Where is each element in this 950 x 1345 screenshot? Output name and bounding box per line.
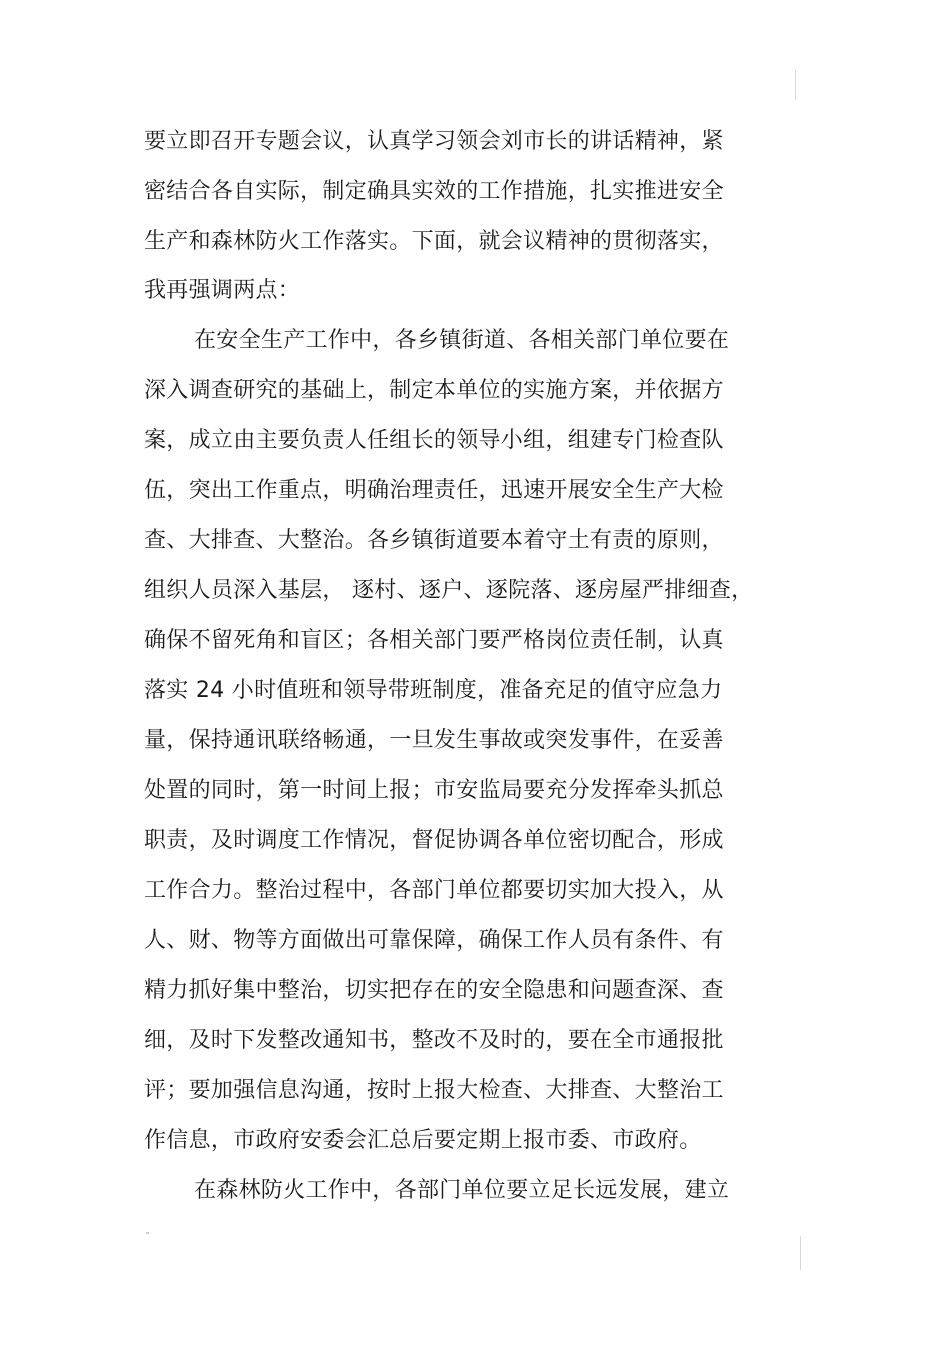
text-line-5: 在安全生产工作中，各乡镇街道、各相关部门单位要在 — [194, 328, 730, 353]
text-line-2: 密结合各自实际，制定确具实效的工作措施，扎实推进安全 — [144, 179, 724, 204]
text-line-13: 量，保持通讯联络畅通，一旦发生事故或突发事件，在妥善 — [144, 728, 724, 753]
text-line-16: 工作合力。整治过程中，各部门单位都要切实加大投入，从 — [144, 878, 724, 903]
text-line-14: 处置的同时，第一时间上报；市安监局要充分发挥牵头抓总 — [144, 778, 724, 803]
text-line-10: 组织人员深入基层， 逐村、逐户、逐院落、逐房屋严排细查， — [144, 578, 754, 603]
text-line-3: 生产和森林防火工作落实。下面，就会议精神的贯彻落实， — [144, 229, 724, 254]
text-line-7: 案，成立由主要负责人任组长的领导小组，组建专门检查队 — [144, 428, 724, 453]
text-line-9: 查、大排查、大整治。各乡镇街道要本着守土有责的原则， — [144, 528, 724, 553]
text-line-4: 我再强调两点： — [144, 278, 301, 303]
page-edge-mark-top — [795, 70, 796, 100]
text-line-19: 细，及时下发整改通知书，整改不及时的，要在全市通报批 — [144, 1028, 724, 1053]
text-line-18: 精力抓好集中整治，切实把存在的安全隐患和问题查深、查 — [144, 978, 724, 1003]
text-line-22: 在森林防火工作中，各部门单位要立足长远发展，建立 — [194, 1178, 730, 1203]
text-line-20: 评；要加强信息沟通，按时上报大检查、大排查、大整治工 — [144, 1078, 724, 1103]
text-line-12: 落实 24 小时值班和领导带班制度，准备充足的值守应急力 — [144, 678, 723, 703]
text-line-17: 人、财、物等方面做出可靠保障，确保工作人员有条件、有 — [144, 928, 724, 953]
page-edge-mark-bottom — [800, 1236, 801, 1270]
text-line-21: 作信息，市政府安委会汇总后要定期上报市委、市政府。 — [144, 1128, 702, 1153]
text-line-6: 深入调查研究的基础上，制定本单位的实施方案，并依据方 — [144, 378, 724, 403]
text-line-11: 确保不留死角和盲区；各相关部门要严格岗位责任制，认真 — [144, 628, 724, 653]
page-speck — [146, 1232, 149, 1234]
text-line-15: 职责，及时调度工作情况，督促协调各单位密切配合，形成 — [144, 828, 724, 853]
text-line-1: 要立即召开专题会议，认真学习领会刘市长的讲话精神，紧 — [144, 129, 724, 154]
text-line-8: 伍，突出工作重点，明确治理责任，迅速开展安全生产大检 — [144, 478, 724, 503]
